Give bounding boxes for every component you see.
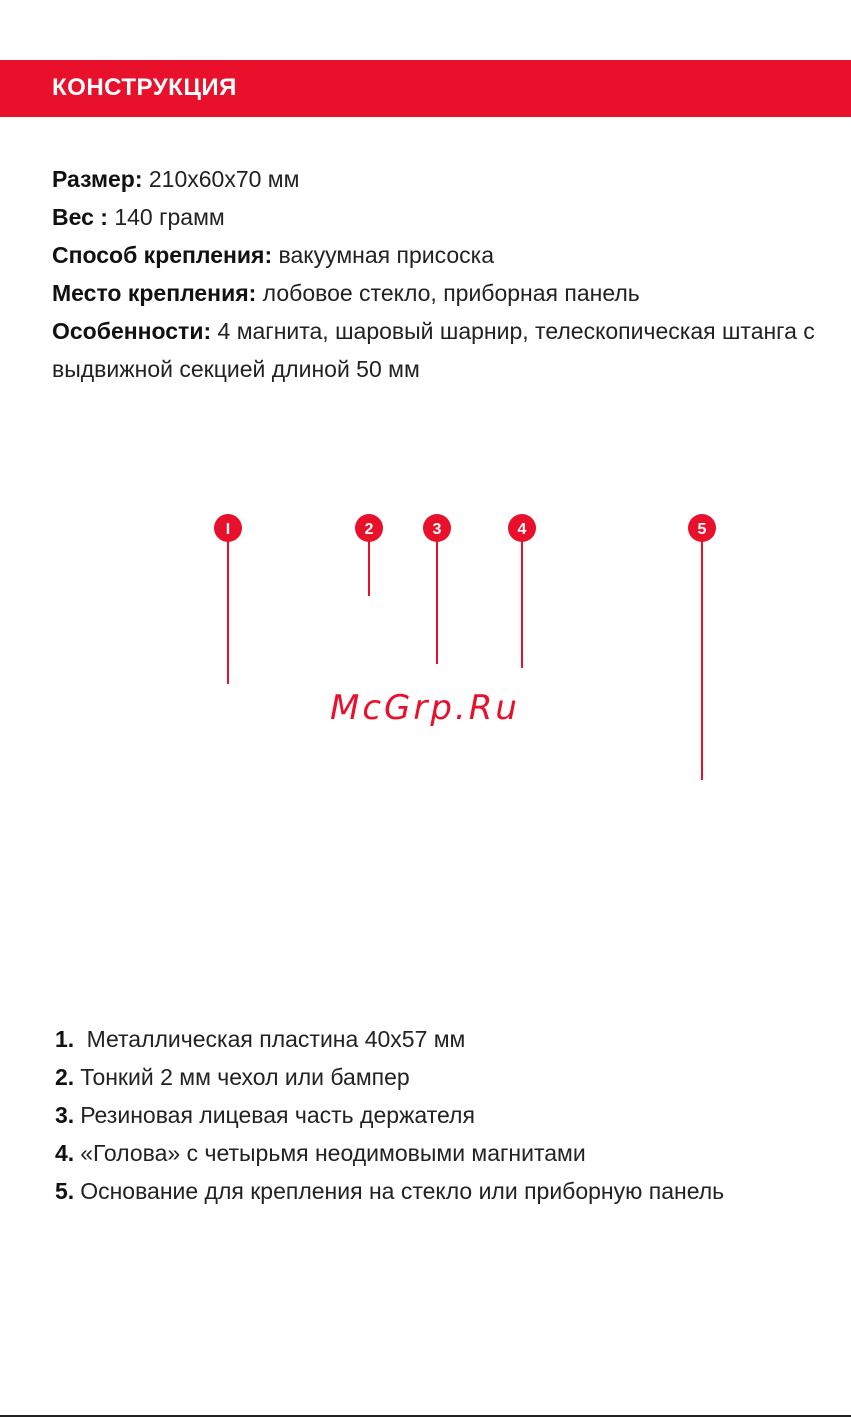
spec-value: 4 магнита, шаровый шарнир, телескопическая штанга с выдвижной секцией длиной 50 мм xyxy=(52,318,815,382)
callout-number: I xyxy=(225,521,231,538)
spec-weight xyxy=(52,198,822,236)
part-number: 4. xyxy=(55,1140,75,1166)
part-number: 2. xyxy=(55,1064,75,1090)
spec-label: Место крепления: xyxy=(52,280,257,306)
part-item-1 xyxy=(55,1020,835,1058)
part-item-4 xyxy=(55,1134,835,1172)
callout-number: 3 xyxy=(432,521,442,538)
parts-list xyxy=(55,1020,835,1210)
part-number: 3. xyxy=(55,1102,75,1128)
part-item-5 xyxy=(55,1172,835,1210)
spec-label: Способ крепления: xyxy=(52,242,273,268)
spec-label: Вес : xyxy=(52,204,108,230)
spec-label: Размер: xyxy=(52,166,143,192)
spec-value: вакуумная присоска xyxy=(272,242,494,268)
part-text: «Голова» с четырьмя неодимовыми магнитами xyxy=(80,1140,586,1166)
callout-marker-2 xyxy=(355,514,383,596)
callout-diagram xyxy=(0,500,851,800)
spec-label: Особенности: xyxy=(52,318,212,344)
callout-number: 2 xyxy=(364,521,374,538)
spec-mount-method xyxy=(52,236,822,274)
spec-value: лобовое стекло, приборная панель xyxy=(256,280,640,306)
section-title: КОНСТРУКЦИЯ xyxy=(52,74,237,101)
part-number: 1. xyxy=(55,1026,75,1052)
bottom-divider xyxy=(0,1415,851,1417)
callout-marker-1 xyxy=(214,514,242,684)
part-item-3 xyxy=(55,1096,835,1134)
spec-features xyxy=(52,312,822,388)
part-item-2 xyxy=(55,1058,835,1096)
callout-marker-3 xyxy=(423,514,451,664)
spec-size xyxy=(52,160,822,198)
callout-number: 5 xyxy=(697,521,707,538)
watermark-text: McGrp.Ru xyxy=(330,688,520,728)
part-number: 5. xyxy=(55,1178,75,1204)
spec-value: 140 грамм xyxy=(107,204,225,230)
callout-marker-5 xyxy=(688,514,716,780)
callout-number: 4 xyxy=(517,521,527,538)
section-header xyxy=(0,60,851,117)
spec-mount-place xyxy=(52,274,822,312)
specs-block xyxy=(52,160,822,388)
callout-marker-4 xyxy=(508,514,536,668)
spec-value: 210x60x70 мм xyxy=(142,166,300,192)
part-text: Резиновая лицевая часть держателя xyxy=(80,1102,475,1128)
part-text: Металлическая пластина 40x57 мм xyxy=(80,1026,466,1052)
part-text: Тонкий 2 мм чехол или бампер xyxy=(80,1064,410,1090)
part-text: Основание для крепления на стекло или приборную панель xyxy=(80,1178,725,1204)
